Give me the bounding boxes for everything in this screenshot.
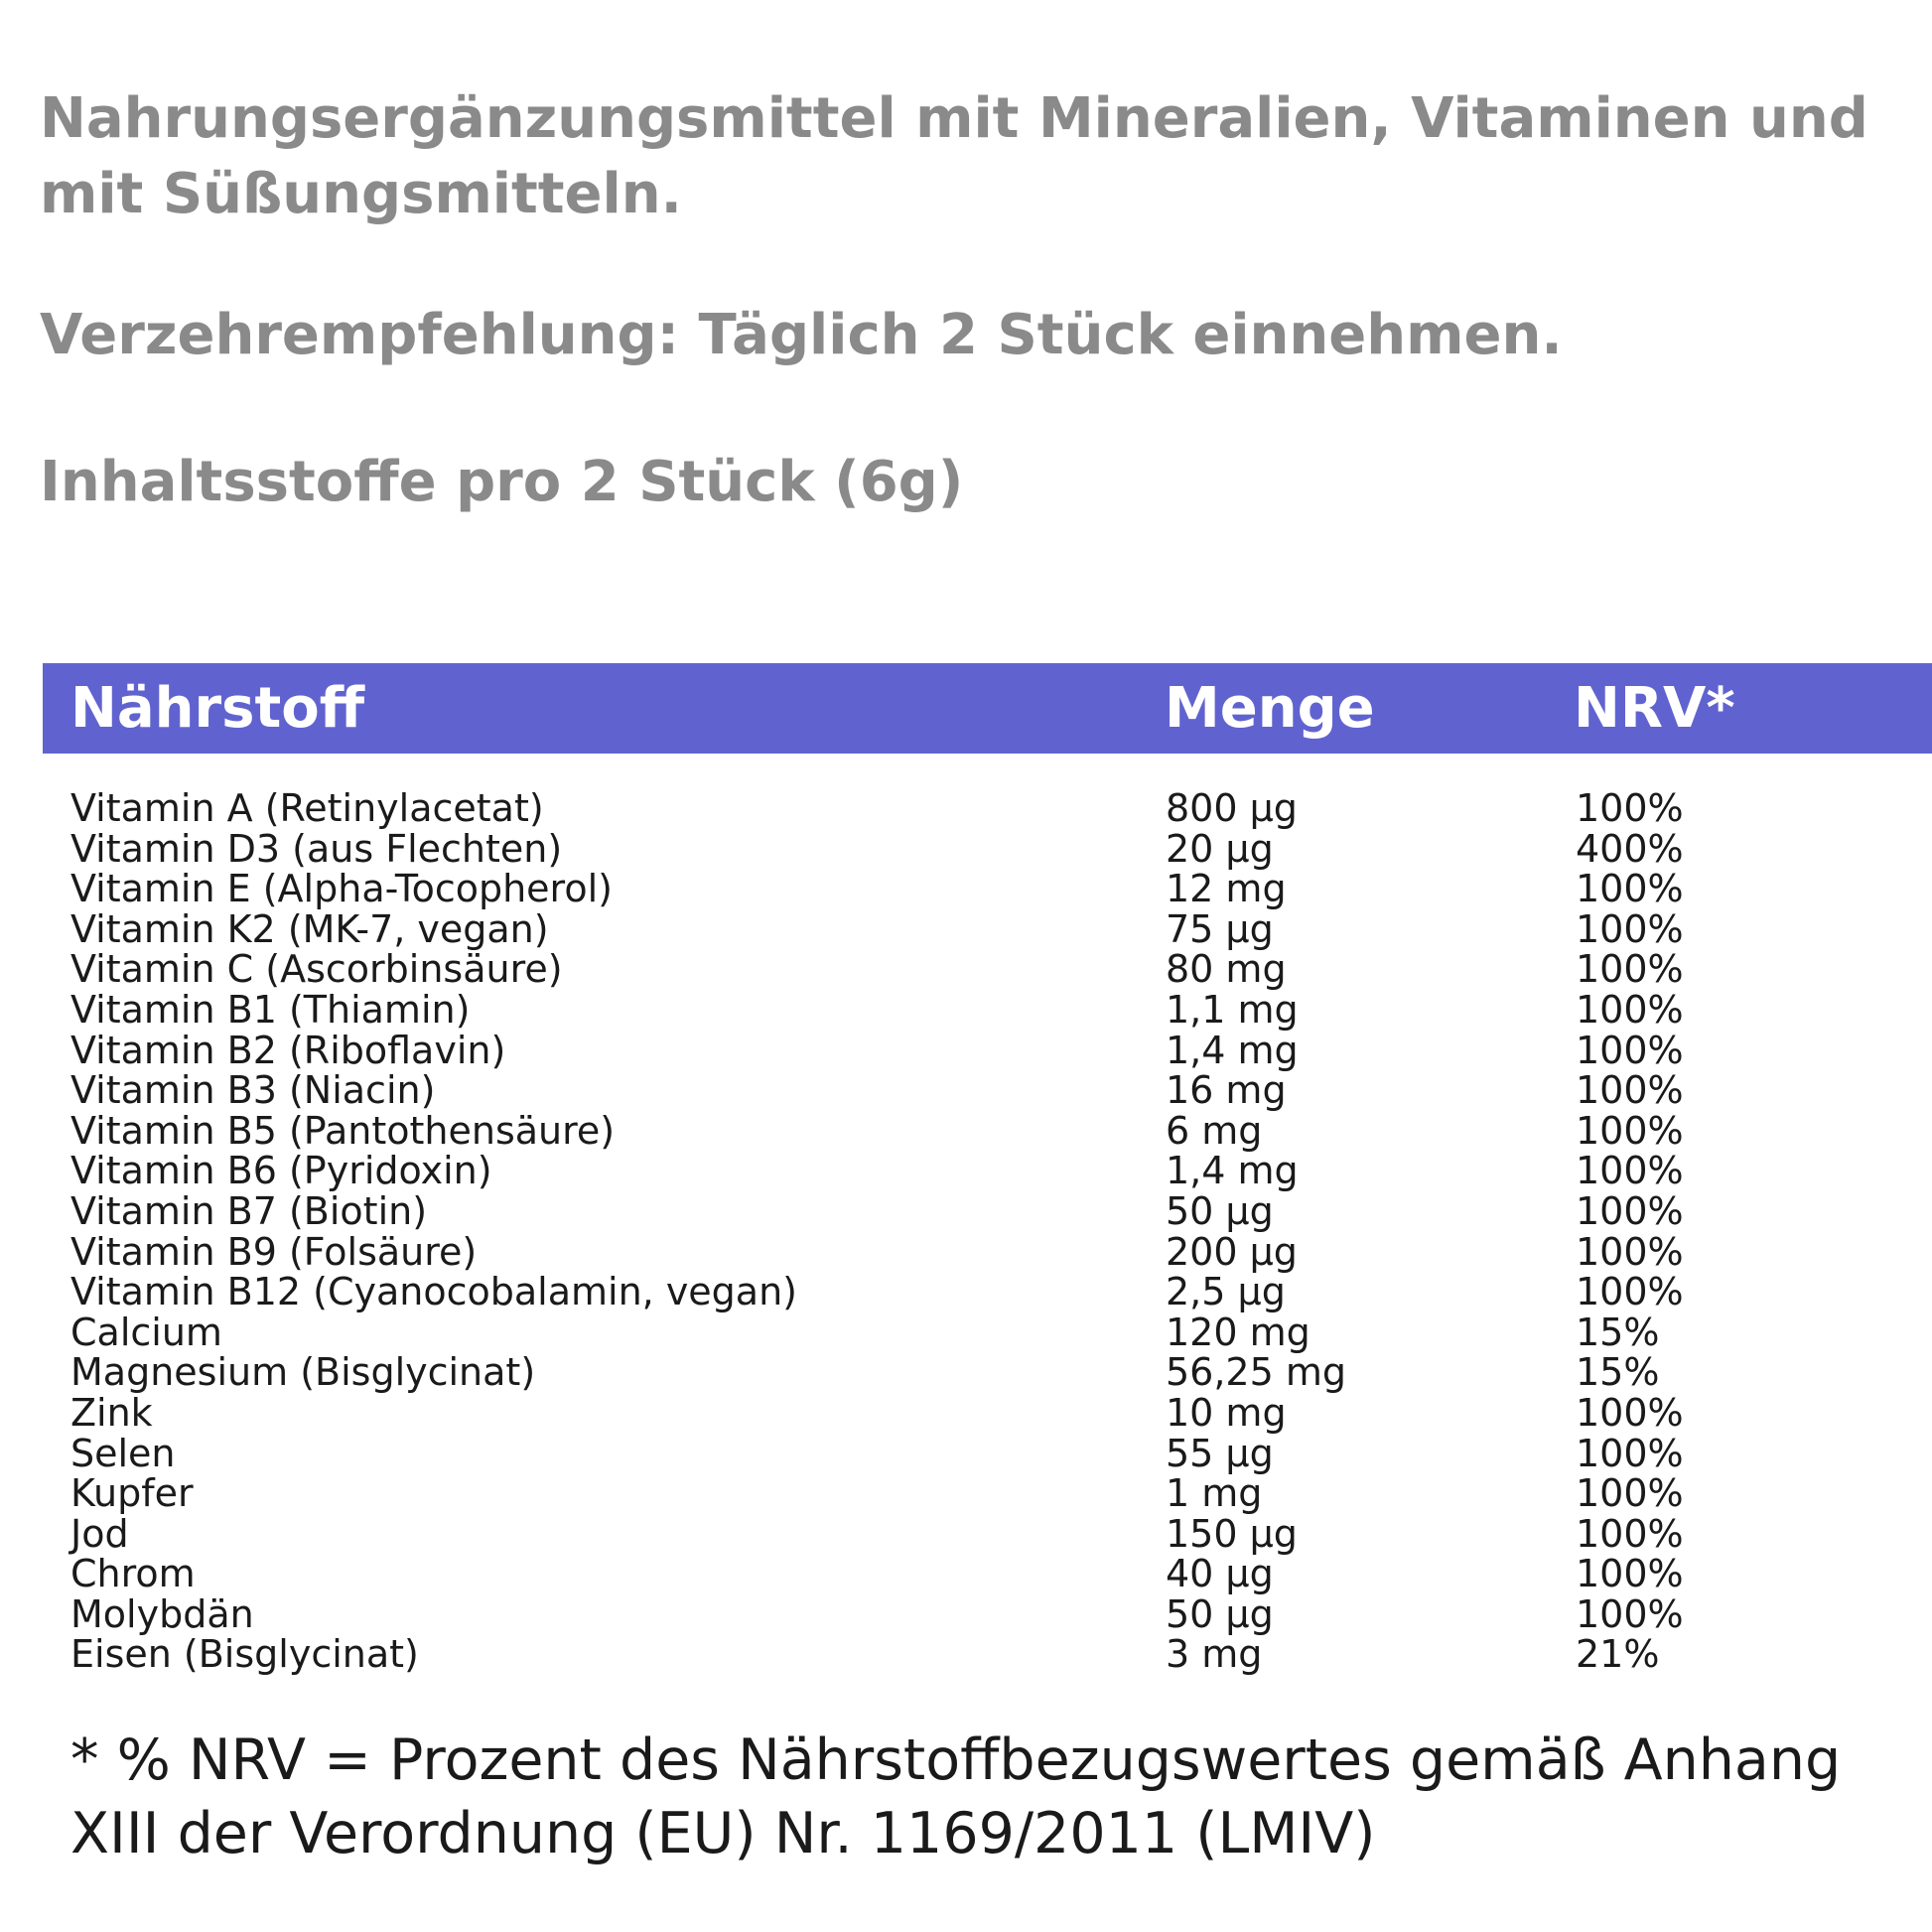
nutrient-amount: 12 mg: [1166, 867, 1287, 911]
nutrient-amount: 20 µg: [1166, 826, 1274, 871]
nutrient-name: Vitamin A (Retinylacetat): [70, 786, 544, 830]
table-row: [0, 906, 1932, 951]
table-row: [0, 1390, 1932, 1435]
nutrient-name: Eisen (Bisglycinat): [70, 1632, 419, 1677]
table-row: [0, 826, 1932, 871]
nutrient-name: Vitamin B9 (Folsäure): [70, 1229, 478, 1274]
nutrient-amount: 40 µg: [1166, 1552, 1274, 1596]
table-row: [0, 1554, 1932, 1594]
table-row: [0, 1272, 1932, 1312]
nutrient-name: Molybdän: [70, 1591, 254, 1636]
table-row: [0, 869, 1932, 909]
table-row: [0, 1108, 1932, 1153]
table-row: [0, 1070, 1932, 1111]
nutrient-amount: 2,5 µg: [1166, 1270, 1286, 1314]
nutrient-name: Vitamin E (Alpha-Tocopherol): [70, 867, 613, 911]
nutrient-nrv: 100%: [1576, 1229, 1684, 1274]
nutrient-amount: 200 µg: [1166, 1229, 1298, 1274]
nutrient-nrv: 100%: [1576, 1591, 1684, 1636]
nutrient-name: Vitamin B1 (Thiamin): [70, 987, 471, 1032]
table-row: [0, 1229, 1932, 1274]
nutrient-name: Vitamin B2 (Riboflavin): [70, 1028, 506, 1072]
nutrient-amount: 56,25 mg: [1166, 1350, 1347, 1395]
table-row: [0, 1473, 1932, 1514]
nutrient-nrv: 100%: [1576, 1149, 1684, 1193]
nutrient-table-body: [0, 788, 1932, 1675]
nutrient-amount: 800 µg: [1166, 786, 1298, 830]
nutrient-name: Vitamin B7 (Biotin): [70, 1188, 428, 1233]
nrv-footnote: * % NRV = Prozent des Nährstoffbezugswertes gemäß Anhang XIII der Verordnung (EU) Nr. 1169/2011 (LMIV): [70, 1727, 1842, 1866]
column-header-nrv: NRV*: [1574, 676, 1735, 741]
nutrient-name: Selen: [70, 1431, 176, 1475]
nutrient-amount: 150 µg: [1166, 1511, 1298, 1556]
nutrient-amount: 50 µg: [1166, 1591, 1274, 1636]
nutrient-nrv: 100%: [1576, 906, 1684, 951]
table-row: [0, 1511, 1932, 1556]
nutrient-nrv: 15%: [1576, 1310, 1660, 1354]
nutrient-amount: 50 µg: [1166, 1188, 1274, 1233]
nutrient-nrv: 100%: [1576, 1028, 1684, 1072]
nutrient-nrv: 100%: [1576, 1188, 1684, 1233]
nutrient-name: Vitamin B5 (Pantothensäure): [70, 1108, 616, 1153]
ingredients-heading: Inhaltsstoffe pro 2 Stück (6g): [40, 450, 964, 514]
nutrient-nrv: 100%: [1576, 1431, 1684, 1475]
nutrient-amount: 80 mg: [1166, 947, 1287, 992]
nutrient-nrv: 100%: [1576, 987, 1684, 1032]
nutrient-nrv: 100%: [1576, 786, 1684, 830]
product-description: Nahrungsergänzungsmittel mit Mineralien, Vitaminen und mit Süßungsmitteln.: [40, 86, 1868, 226]
table-row: [0, 788, 1932, 829]
nutrient-nrv: 100%: [1576, 867, 1684, 911]
nutrient-name: Kupfer: [70, 1471, 194, 1516]
nutrient-nrv: 100%: [1576, 1270, 1684, 1314]
table-row: [0, 1431, 1932, 1475]
nutrient-name: Magnesium (Bisglycinat): [70, 1350, 536, 1395]
nutrient-name: Chrom: [70, 1552, 196, 1596]
nutrient-table-header: [43, 663, 1932, 754]
dosage-recommendation: Verzehrempfehlung: Täglich 2 Stück einnehmen.: [40, 303, 1563, 367]
nutrient-name: Vitamin K2 (MK-7, vegan): [70, 906, 549, 951]
nutrient-amount: 1,1 mg: [1166, 987, 1299, 1032]
nutrient-amount: 6 mg: [1166, 1108, 1263, 1153]
nutrient-name: Vitamin B12 (Cyanocobalamin, vegan): [70, 1270, 798, 1314]
nutrient-name: Vitamin B6 (Pyridoxin): [70, 1149, 492, 1193]
table-row: [0, 1151, 1932, 1191]
table-row: [0, 1352, 1932, 1393]
nutrient-nrv: 100%: [1576, 1068, 1684, 1113]
nutrient-nrv: 100%: [1576, 947, 1684, 992]
nutrient-nrv: 15%: [1576, 1350, 1660, 1395]
nutrient-amount: 3 mg: [1166, 1632, 1263, 1677]
nutrient-nrv: 100%: [1576, 1552, 1684, 1596]
nutrient-name: Zink: [70, 1390, 153, 1435]
table-row: [0, 1028, 1932, 1072]
nutrient-amount: 1 mg: [1166, 1471, 1263, 1516]
nutrient-nrv: 21%: [1576, 1632, 1660, 1677]
nutrient-amount: 10 mg: [1166, 1390, 1287, 1435]
column-header-amount: Menge: [1165, 676, 1375, 741]
table-row: [0, 1591, 1932, 1636]
nutrient-name: Calcium: [70, 1310, 222, 1354]
nutrient-name: Vitamin C (Ascorbinsäure): [70, 947, 563, 992]
column-header-nutrient: Nährstoff: [70, 676, 365, 741]
nutrient-amount: 1,4 mg: [1166, 1028, 1299, 1072]
nutrient-amount: 16 mg: [1166, 1068, 1287, 1113]
nutrient-nrv: 100%: [1576, 1511, 1684, 1556]
nutrient-amount: 75 µg: [1166, 906, 1274, 951]
nutrient-nrv: 100%: [1576, 1108, 1684, 1153]
nutrient-name: Vitamin B3 (Niacin): [70, 1068, 436, 1113]
nutrient-name: Jod: [70, 1511, 129, 1556]
nutrient-nrv: 100%: [1576, 1390, 1684, 1435]
table-row: [0, 1188, 1932, 1233]
nutrient-amount: 1,4 mg: [1166, 1149, 1299, 1193]
table-row: [0, 987, 1932, 1032]
nutrient-name: Vitamin D3 (aus Flechten): [70, 826, 563, 871]
table-row: [0, 1312, 1932, 1353]
nutrient-amount: 55 µg: [1166, 1431, 1274, 1475]
nutrient-nrv: 400%: [1576, 826, 1684, 871]
table-row: [0, 949, 1932, 990]
nutrient-amount: 120 mg: [1166, 1310, 1311, 1354]
table-row: [0, 1634, 1932, 1675]
nutrient-nrv: 100%: [1576, 1471, 1684, 1516]
